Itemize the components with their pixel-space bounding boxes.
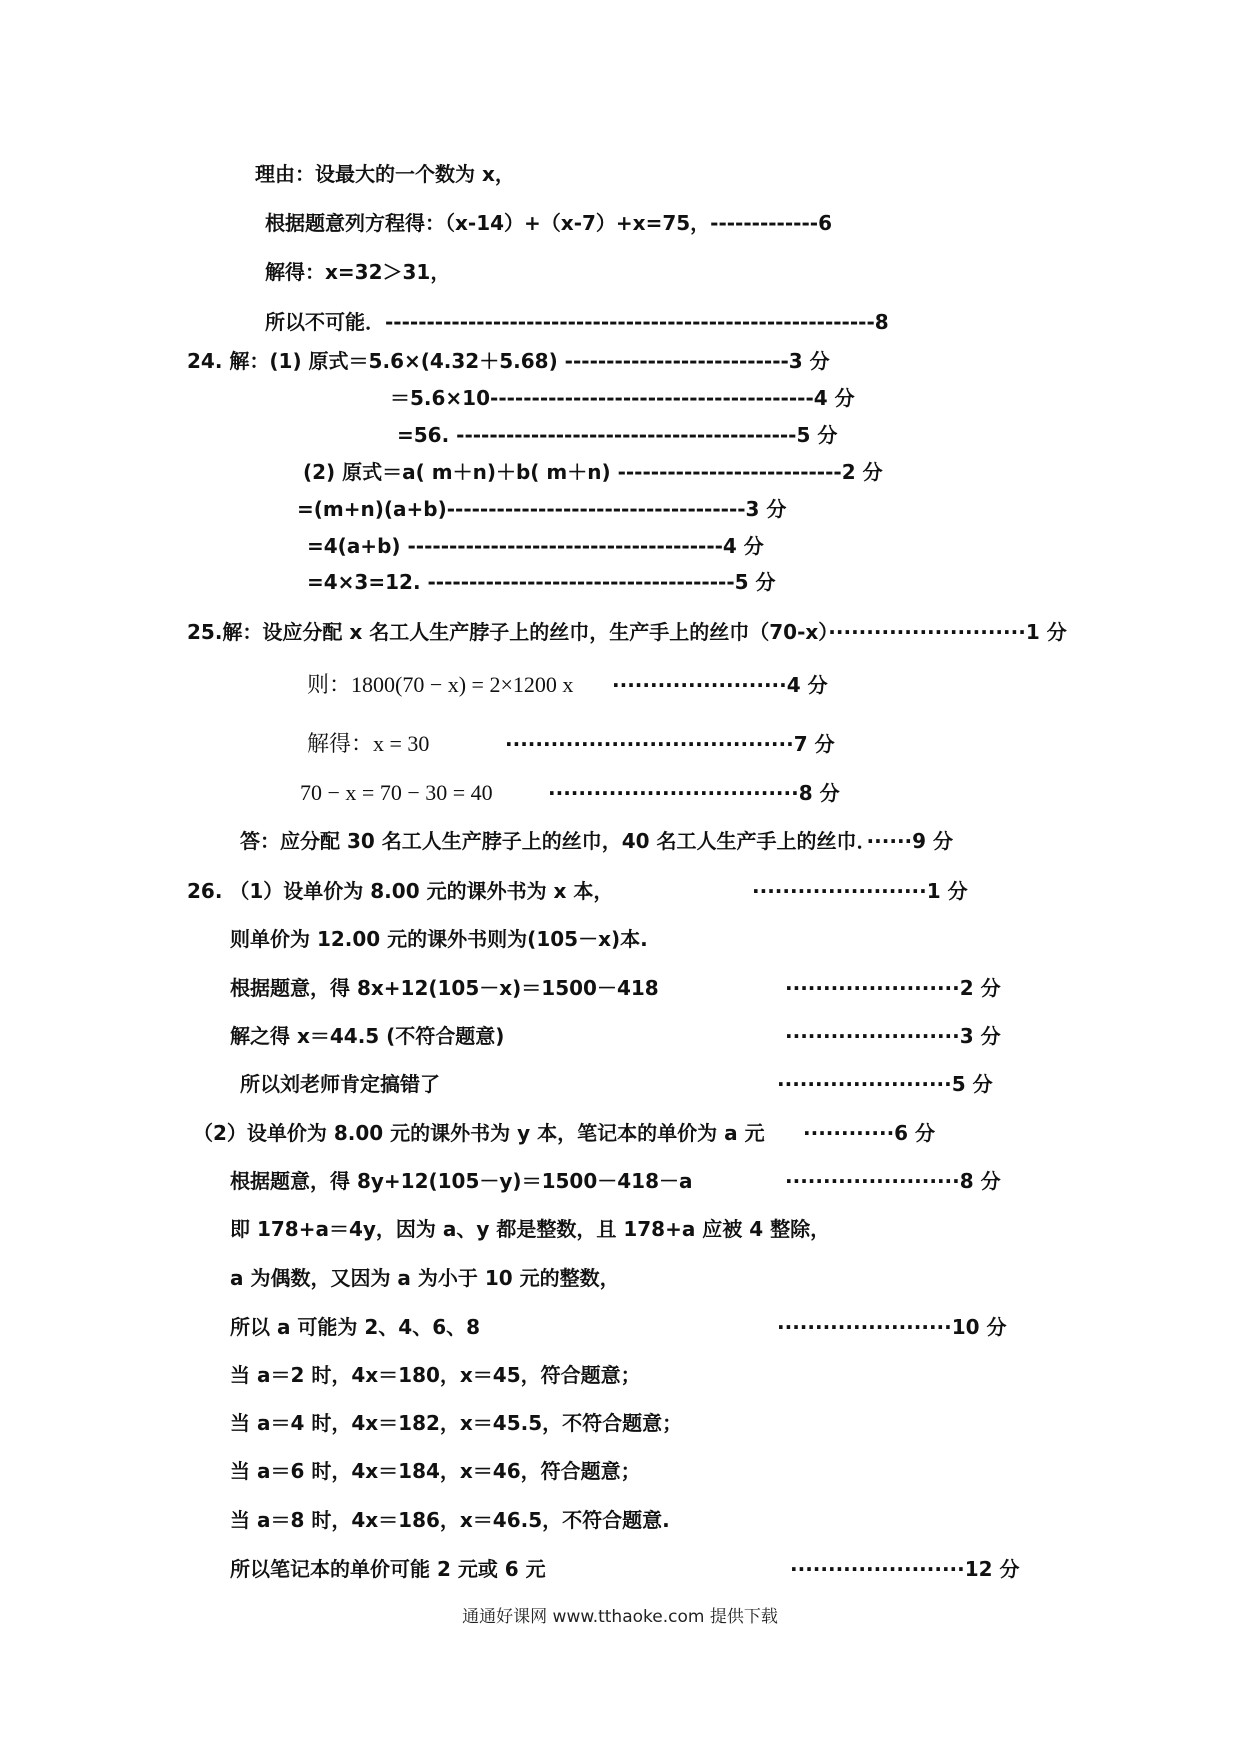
score-dots: ············6 分 (803, 1121, 936, 1145)
score-dots: ·······················2 分 (785, 976, 1001, 1000)
text-line: 根据题意，得 8x+12(105－x)＝1500－418 (230, 976, 659, 1000)
text-line: 解得：x=32＞31， (265, 260, 451, 284)
score-dots: ·······················8 分 (785, 1169, 1001, 1193)
text-line: 即 178+a＝4y，因为 a、y 都是整数，且 178+a 应被 4 整除， (230, 1217, 831, 1241)
score-dots: ·······················10 分 (777, 1315, 1007, 1339)
text-line: 当 a＝6 时，4x＝184，x＝46，符合题意； (230, 1459, 641, 1483)
text-line: 24. 解：(1) 原式＝5.6×(4.32＋5.68) ---------------------------3 分 (187, 349, 830, 373)
text-line: 当 a＝2 时，4x＝180，x＝45，符合题意； (230, 1363, 641, 1387)
text-line: 所以刘老师肯定搞错了 (240, 1072, 440, 1096)
score-dots: ·······················3 分 (785, 1024, 1001, 1048)
score-dots: ······································7 分 (505, 732, 835, 756)
score-dots: ·································8 分 (548, 781, 840, 805)
text-line: 答：应分配 30 名工人生产脖子上的丝巾，40 名工人生产手上的丝巾．······9 分 (240, 829, 954, 853)
text-line: a 为偶数，又因为 a 为小于 10 元的整数， (230, 1266, 620, 1290)
score-dots: ·······················5 分 (777, 1072, 993, 1096)
math-line: 解得：x = 30 (307, 731, 430, 756)
math-line: 70 − x = 70 − 30 = 40 (300, 780, 493, 805)
text-line: 则单价为 12.00 元的课外书则为(105－x)本. (230, 927, 648, 951)
text-line: 当 a＝8 时，4x＝186，x＝46.5，不符合题意. (230, 1508, 670, 1532)
score-dots: ·······················4 分 (612, 673, 828, 697)
text-line: =56. -----------------------------------------5 分 (397, 423, 838, 447)
text-line: =4(a+b) --------------------------------------4 分 (307, 534, 764, 558)
text-line: 解之得 x＝44.5 (不符合题意) (230, 1024, 505, 1048)
math-line: 则：1800(70 − x) = 2×1200 x (307, 672, 574, 697)
text-line: =(m+n)(a+b)------------------------------------3 分 (297, 497, 787, 521)
footer-text: 通通好课网 www.tthaoke.com 提供下载 (462, 1607, 778, 1627)
score-dots: ·······················12 分 (790, 1557, 1020, 1581)
text-line: 当 a＝4 时，4x＝182，x＝45.5，不符合题意； (230, 1411, 683, 1435)
text-line: ＝5.6×10---------------------------------------4 分 (390, 386, 855, 410)
text-line: 26. （1）设单价为 8.00 元的课外书为 x 本， (187, 879, 614, 903)
text-line: (2) 原式＝a( m＋n)＋b( m＋n) ---------------------------2 分 (303, 460, 883, 484)
text-line: 25.解：设应分配 x 名工人生产脖子上的丝巾，生产手上的丝巾（70-x）··························1 分 (187, 620, 1067, 644)
text-line: 理由：设最大的一个数为 x， (255, 162, 515, 186)
text-line: 根据题意，得 8y+12(105－y)＝1500－418－a (230, 1169, 693, 1193)
text-line: =4×3=12. -------------------------------------5 分 (307, 570, 776, 594)
text-line: （2）设单价为 8.00 元的课外书为 y 本，笔记本的单价为 a 元 (193, 1121, 765, 1145)
text-line: 所以不可能．-----------------------------------------------------------8 (265, 310, 889, 334)
text-line: 所以笔记本的单价可能 2 元或 6 元 (230, 1557, 546, 1581)
text-line: 所以 a 可能为 2、4、6、8 (230, 1315, 481, 1339)
score-dots: ·······················1 分 (752, 879, 968, 903)
text-line: 根据题意列方程得：（x-14）+（x-7）+x=75，-------------6 (265, 211, 832, 235)
